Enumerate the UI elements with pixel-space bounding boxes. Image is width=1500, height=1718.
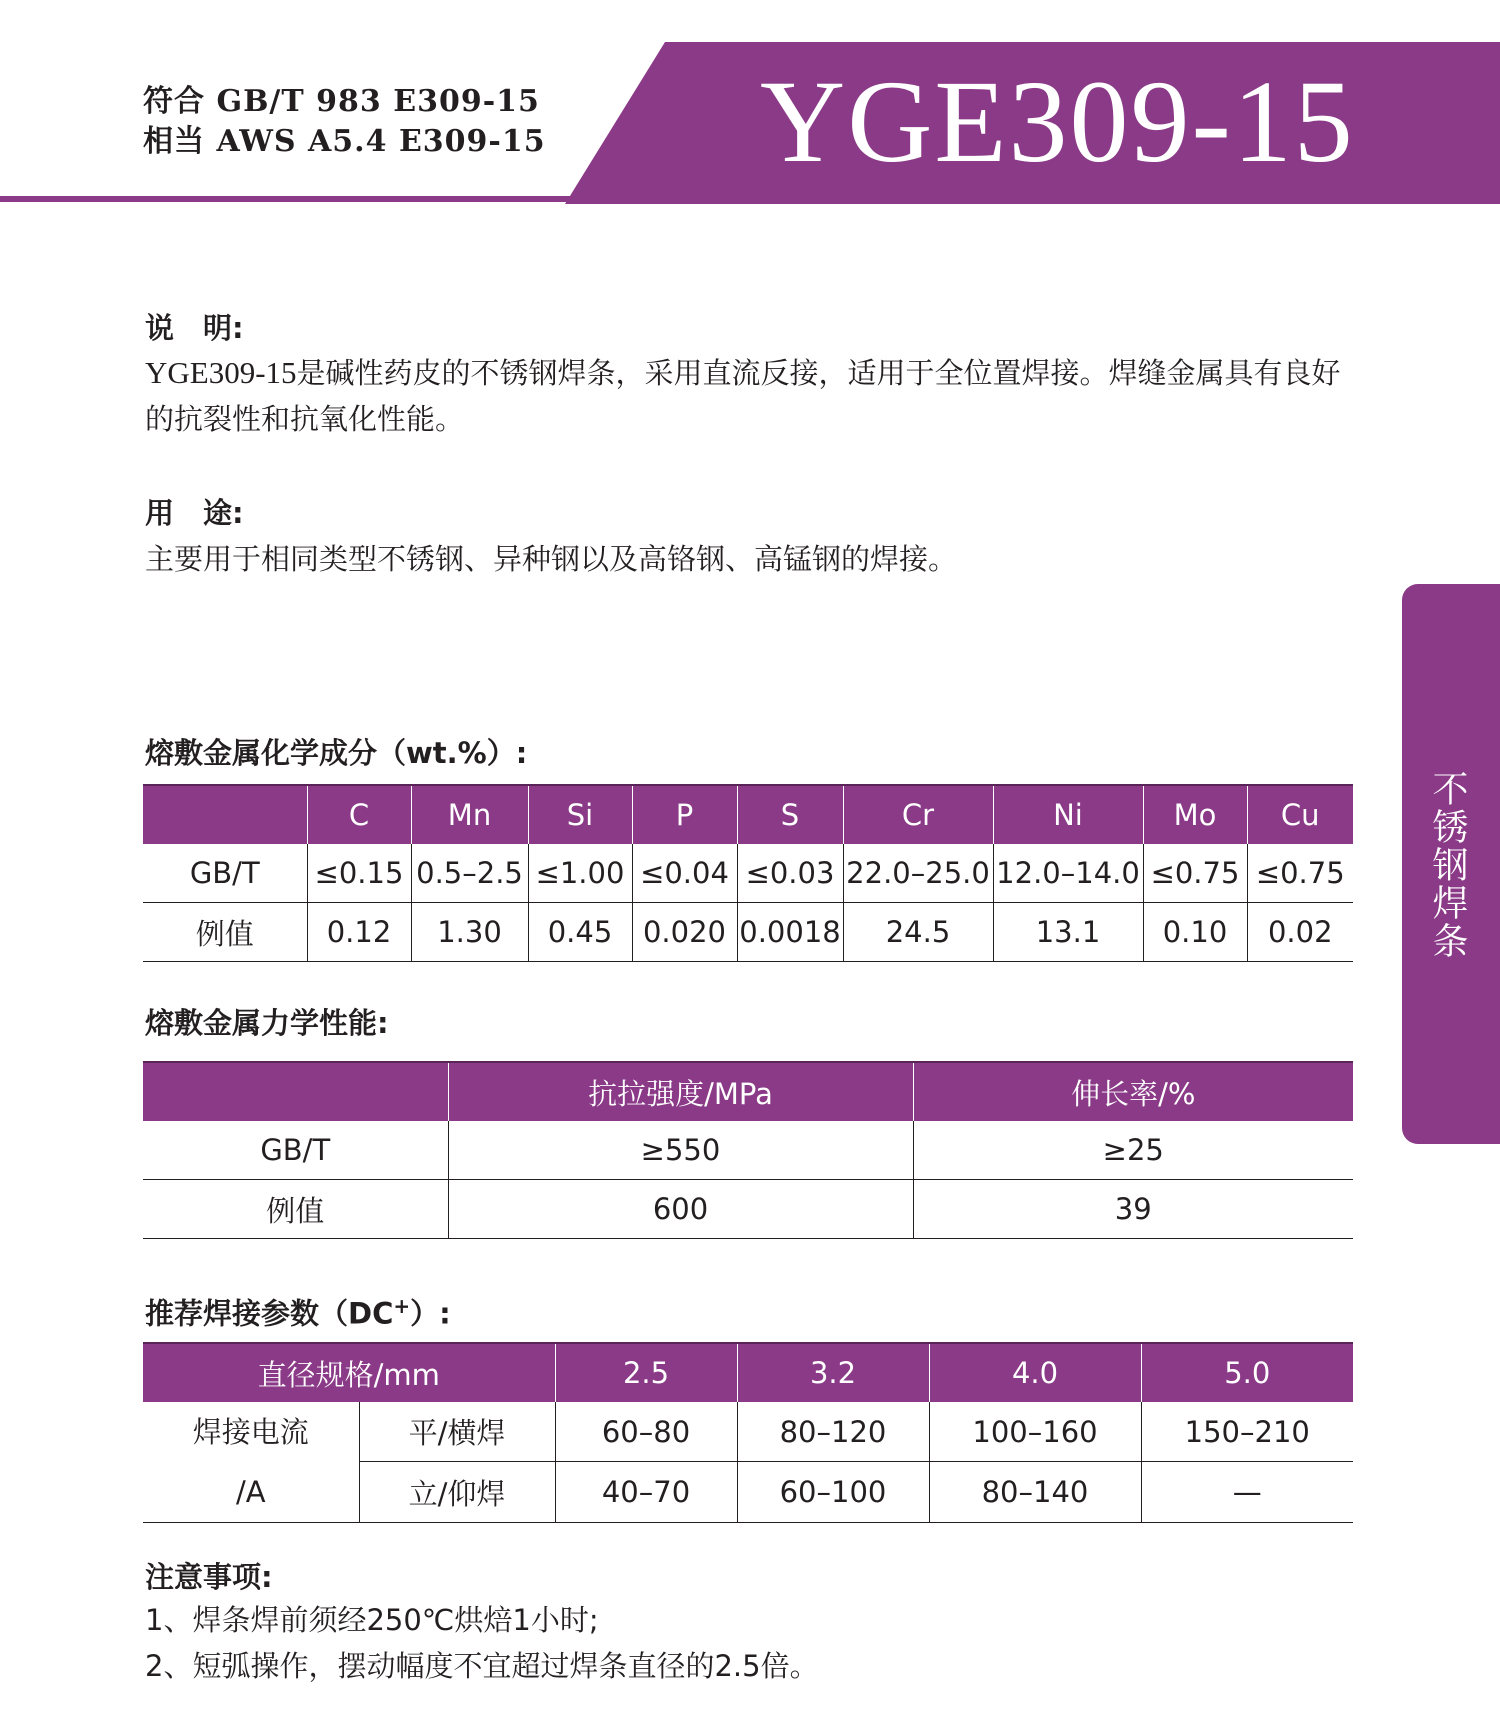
table-row bbox=[143, 844, 1353, 903]
table-cell: 39 bbox=[913, 1180, 1353, 1239]
table-cell: 0.0018 bbox=[737, 903, 843, 962]
current-label-line2: /A bbox=[235, 1475, 266, 1509]
mechanical-label: 熔敷金属力学性能: bbox=[145, 1006, 389, 1040]
current-label bbox=[143, 1402, 359, 1523]
welding-label-suffix: ）: bbox=[410, 1296, 451, 1331]
diameter-header: 直径规格/mm bbox=[143, 1343, 555, 1402]
chemical-header-row bbox=[143, 785, 1353, 844]
chemical-header-cell: Cu bbox=[1247, 785, 1353, 844]
table-cell: 1.30 bbox=[411, 903, 528, 962]
table-cell: ≤0.75 bbox=[1247, 844, 1353, 903]
table-cell: 80–120 bbox=[737, 1402, 929, 1462]
position-label: 平/横焊 bbox=[359, 1402, 555, 1462]
table-cell: 60–100 bbox=[737, 1462, 929, 1523]
diameter-cell: 3.2 bbox=[737, 1343, 929, 1402]
usage-text: 主要用于相同类型不锈钢、异种钢以及高铬钢、高锰钢的焊接。 bbox=[145, 542, 958, 576]
chemical-header-cell: Mn bbox=[411, 785, 528, 844]
table-cell: 22.0–25.0 bbox=[843, 844, 993, 903]
current-label-line1: 焊接电流 bbox=[192, 1415, 309, 1449]
table-cell: 0.45 bbox=[528, 903, 632, 962]
table-cell: — bbox=[1141, 1462, 1353, 1523]
description-body: 是碱性药皮的不锈钢焊条，采用直流反接，适用于全位置焊接。焊缝金属具有良好的抗裂性和抗氧化性能。 bbox=[145, 356, 1341, 436]
diameter-cell: 2.5 bbox=[555, 1343, 737, 1402]
table-cell: 40–70 bbox=[555, 1462, 737, 1523]
chemical-header-cell: C bbox=[307, 785, 411, 844]
table-row bbox=[143, 1402, 1353, 1462]
mechanical-header-row bbox=[143, 1062, 1353, 1121]
product-title: YGE309-15 bbox=[760, 56, 1355, 187]
table-cell: 13.1 bbox=[993, 903, 1143, 962]
mechanical-header-cell: 伸长率/% bbox=[913, 1062, 1353, 1121]
table-cell: 0.020 bbox=[632, 903, 737, 962]
chemical-label: 熔敷金属化学成分（wt.%）: bbox=[145, 736, 528, 770]
diameter-cell: 4.0 bbox=[929, 1343, 1141, 1402]
table-cell: ≤0.04 bbox=[632, 844, 737, 903]
table-cell: 600 bbox=[448, 1180, 913, 1239]
table-cell: 60–80 bbox=[555, 1402, 737, 1462]
chemical-header-cell: S bbox=[737, 785, 843, 844]
row-label: GB/T bbox=[143, 1121, 448, 1180]
table-cell: 12.0–14.0 bbox=[993, 844, 1143, 903]
chemical-header-cell: Ni bbox=[993, 785, 1143, 844]
table-cell: 0.5–2.5 bbox=[411, 844, 528, 903]
table-row bbox=[143, 1180, 1353, 1239]
table-row bbox=[143, 903, 1353, 962]
welding-label-prefix: 推荐焊接参数（DC bbox=[145, 1296, 394, 1331]
welding-header-row bbox=[143, 1343, 1353, 1402]
description-text bbox=[145, 350, 1360, 442]
welding-label bbox=[145, 1288, 451, 1332]
table-cell: ≤0.75 bbox=[1143, 844, 1247, 903]
notes-list bbox=[145, 1597, 819, 1689]
table-cell: ≤0.03 bbox=[737, 844, 843, 903]
table-cell: ≤0.15 bbox=[307, 844, 411, 903]
table-cell: 0.10 bbox=[1143, 903, 1247, 962]
position-label: 立/仰焊 bbox=[359, 1462, 555, 1523]
row-label: GB/T bbox=[143, 844, 307, 903]
description-lead: YGE309-15 bbox=[145, 355, 297, 390]
mechanical-header-cell bbox=[143, 1062, 448, 1121]
mechanical-header-cell: 抗拉强度/MPa bbox=[448, 1062, 913, 1121]
table-cell: 0.12 bbox=[307, 903, 411, 962]
table-row bbox=[143, 1121, 1353, 1180]
table-cell: 80–140 bbox=[929, 1462, 1141, 1523]
chemical-header-cell: P bbox=[632, 785, 737, 844]
chemical-table bbox=[143, 784, 1353, 962]
notes-label: 注意事项: bbox=[145, 1560, 273, 1594]
note-item: 1、焊条焊前须经250℃烘焙1小时; bbox=[145, 1603, 599, 1637]
table-cell: ≥550 bbox=[448, 1121, 913, 1180]
chemical-header-cell: Cr bbox=[843, 785, 993, 844]
table-cell: 100–160 bbox=[929, 1402, 1141, 1462]
chemical-header-cell bbox=[143, 785, 307, 844]
mechanical-table bbox=[143, 1061, 1353, 1239]
standard-gb: 符合 GB/T 983 E309-15 bbox=[143, 84, 540, 119]
standard-aws: 相当 AWS A5.4 E309-15 bbox=[143, 124, 546, 159]
welding-label-sup: + bbox=[393, 1294, 411, 1318]
table-cell: 24.5 bbox=[843, 903, 993, 962]
usage-label: 用 途: bbox=[145, 496, 244, 530]
chemical-header-cell: Mo bbox=[1143, 785, 1247, 844]
side-category-label: 不锈钢焊条 bbox=[1427, 770, 1468, 960]
standard-info bbox=[143, 82, 546, 162]
chemical-header-cell: Si bbox=[528, 785, 632, 844]
note-item: 2、短弧操作，摆动幅度不宜超过焊条直径的2.5倍。 bbox=[145, 1649, 819, 1683]
table-cell: ≤1.00 bbox=[528, 844, 632, 903]
table-cell: 0.02 bbox=[1247, 903, 1353, 962]
table-cell: ≥25 bbox=[913, 1121, 1353, 1180]
row-label: 例值 bbox=[143, 903, 307, 962]
description-label: 说 明: bbox=[145, 311, 244, 345]
diameter-cell: 5.0 bbox=[1141, 1343, 1353, 1402]
welding-table bbox=[143, 1342, 1353, 1523]
row-label: 例值 bbox=[143, 1180, 448, 1239]
table-cell: 150–210 bbox=[1141, 1402, 1353, 1462]
